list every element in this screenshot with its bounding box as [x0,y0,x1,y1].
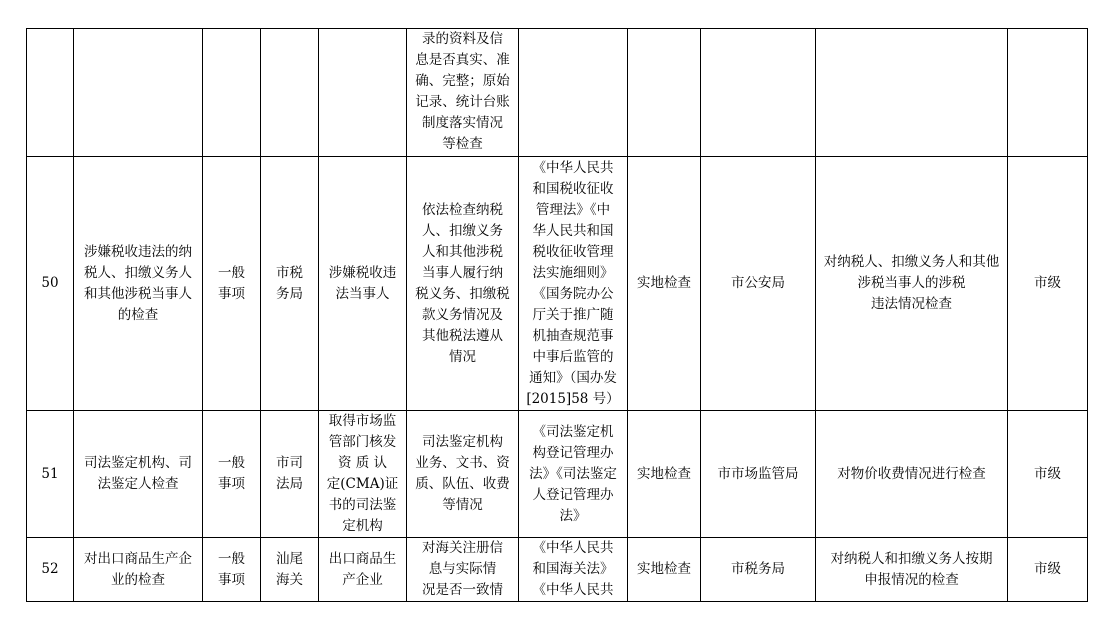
cell-method: 实地检查 [628,411,701,538]
cell-object: 取得市场监 管部门核发 资 质 认 定(CMA)证 书的司法鉴 定机构 [319,411,407,538]
cell-dept: 市税 务局 [261,157,319,411]
cell-level: 市级 [1008,538,1088,602]
cell-joint-content: 对纳税人、扣缴义务人和其他 涉税当事人的涉税 违法情况检查 [816,157,1008,411]
cell-basis: 《中华人民共 和国海关法》 《中华人民共 [519,538,628,602]
cell-basis: 《司法鉴定机 构登记管理办 法》《司法鉴定 人登记管理办 法》 [519,411,628,538]
cell-dept: 汕尾 海关 [261,538,319,602]
cell-joint-content: 对纳税人和扣缴义务人按期 申报情况的检查 [816,538,1008,602]
cell-method: 实地检查 [628,538,701,602]
table-row [27,411,1088,538]
cell-content: 录的资料及信 息是否真实、准 确、完整；原始 记录、统计台账 制度落实情况 等检查 [407,29,519,157]
cell-name: 司法鉴定机构、司 法鉴定人检查 [74,411,203,538]
cell-level: 市级 [1008,411,1088,538]
cell-method [628,29,701,157]
cell-content: 对海关注册信 息与实际情 况是否一致情 [407,538,519,602]
cell-object [319,29,407,157]
cell-joint-content: 对物价收费情况进行检查 [816,411,1008,538]
table-row [27,538,1088,602]
table-row [27,29,1088,157]
inspection-table [26,28,1088,602]
cell-basis: 《中华人民共 和国税收征收 管理法》《中 华人民共和国 税收征收管理 法实施细则》 《国务院办公 厅关于推广随 机抽查规范事 中事后监管的 通知》（国办发 [2015]58 号） [519,157,628,411]
cell-joint-dept: 市市场监管局 [701,411,816,538]
cell-content: 依法检查纳税 人、扣缴义务 人和其他涉税 当事人履行纳 税义务、扣缴税 款义务情况及 其他税法遵从 情况 [407,157,519,411]
cell-dept: 市司 法局 [261,411,319,538]
cell-level [1008,29,1088,157]
cell-level: 市级 [1008,157,1088,411]
cell-name: 涉嫌税收违法的纳 税人、扣缴义务人 和其他涉税当事人 的检查 [74,157,203,411]
table-row [27,157,1088,411]
cell-type: 一般 事项 [203,157,261,411]
cell-num: 51 [27,411,74,538]
cell-type [203,29,261,157]
cell-content: 司法鉴定机构 业务、文书、资 质、队伍、收费 等情况 [407,411,519,538]
cell-joint-dept [701,29,816,157]
cell-name: 对出口商品生产企 业的检查 [74,538,203,602]
cell-joint-dept: 市税务局 [701,538,816,602]
cell-method: 实地检查 [628,157,701,411]
cell-type: 一般 事项 [203,538,261,602]
cell-name [74,29,203,157]
cell-type: 一般 事项 [203,411,261,538]
cell-object: 涉嫌税收违 法当事人 [319,157,407,411]
cell-basis [519,29,628,157]
cell-num: 52 [27,538,74,602]
cell-num: 50 [27,157,74,411]
cell-dept [261,29,319,157]
cell-object: 出口商品生 产企业 [319,538,407,602]
cell-num [27,29,74,157]
cell-joint-dept: 市公安局 [701,157,816,411]
cell-joint-content [816,29,1008,157]
